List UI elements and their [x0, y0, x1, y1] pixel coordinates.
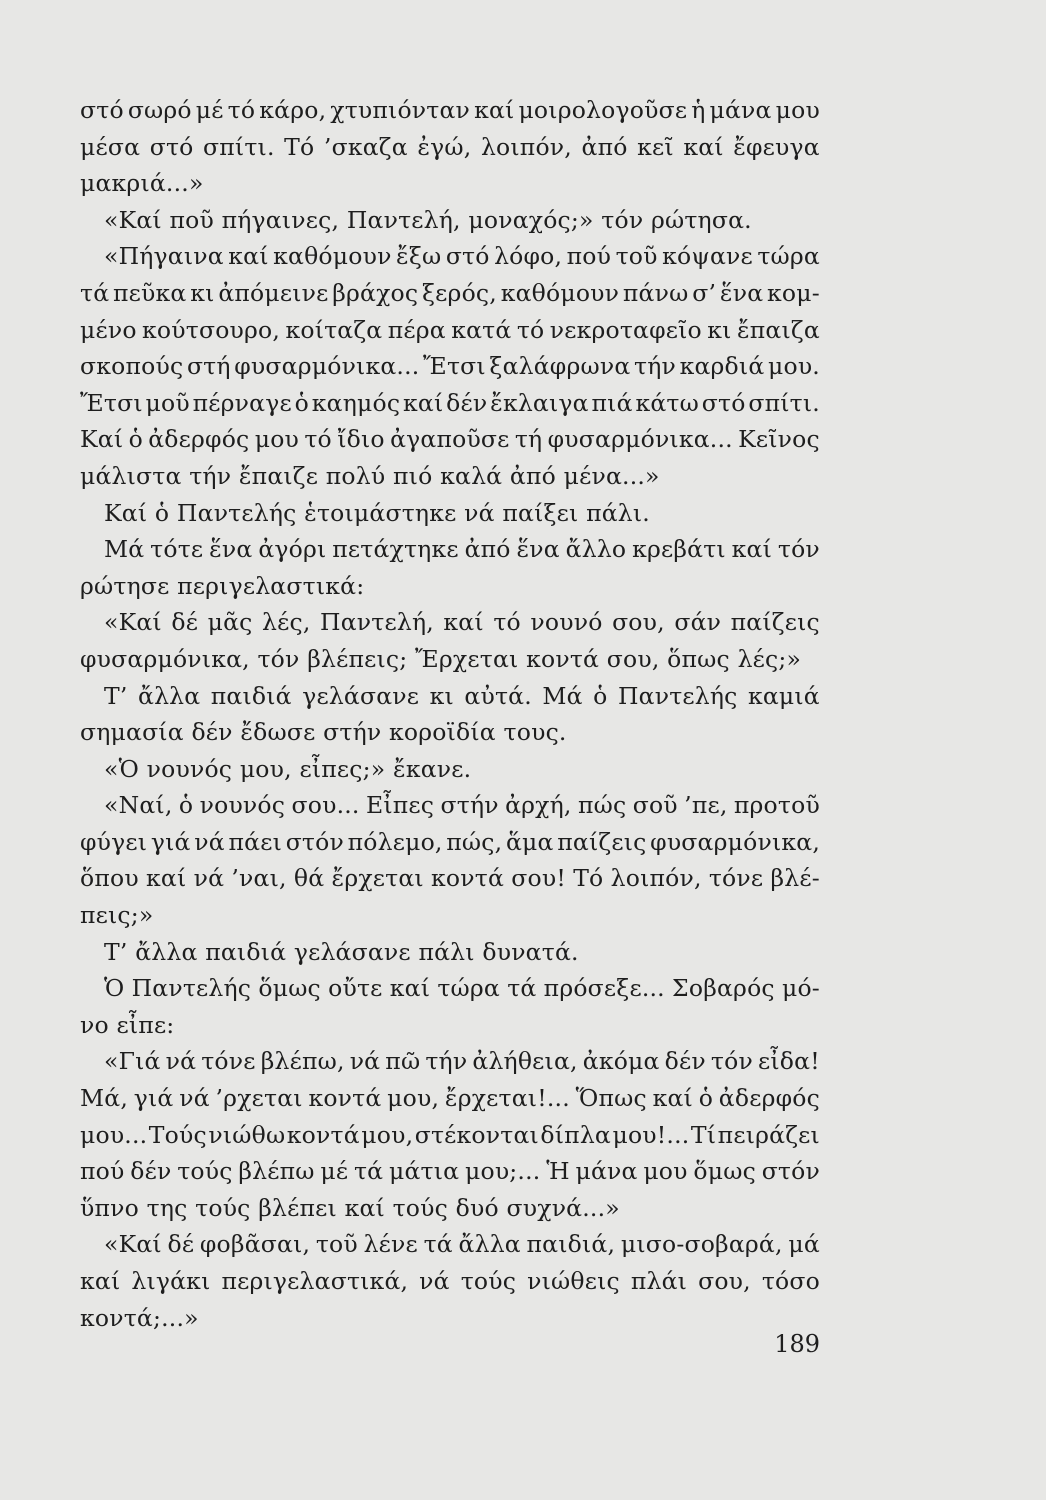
text-line: «Πήγαινα καί καθόμουν ἔξω στό λόφο, πού τοῦ κόψανε τώρα — [104, 242, 820, 271]
text-line: Καί ὁ ἀδερφός μου τό ἴδιο ἀγαποῦσε τή φυσαρμόνικα... Κεῖνος — [80, 425, 820, 454]
text-line: Μά τότε ἕνα ἀγόρι πετάχτηκε ἀπό ἕνα ἄλλο κρεβάτι καί τόν — [104, 535, 820, 564]
text-line: ὅπου καί νά ’ναι, θά ἔρχεται κοντά σου! Τό λοιπόν, τόνε βλέ- — [80, 864, 820, 893]
text-line: καί λιγάκι περιγελαστικά, νά τούς νιώθεις πλάι σου, τόσο — [80, 1267, 820, 1295]
text-line: Καί ὁ Παντελής ἑτοιμάστηκε νά παίξει πάλι. — [104, 498, 650, 527]
text-line: ρώτησε περιγελαστικά: — [80, 571, 365, 600]
text-line: μου... Τούς νιώθω κοντά μου, στέκονται δίπλα μου!... Τί πειράζει — [80, 1120, 820, 1149]
text-line: τά πεῦκα κι ἀπόμεινε βράχος ξερός, καθόμουν πάνω σ’ ἕνα κομ- — [80, 278, 820, 307]
text-line: πού δέν τούς βλέπω μέ τά μάτια μου;... Ἡ μάνα μου ὅμως στόν — [80, 1157, 820, 1186]
text-line: «Ὁ νουνός μου, εἶπες;» ἔκανε. — [104, 754, 472, 783]
page-number: 189 — [774, 1330, 820, 1358]
text-line: «Γιά νά τόνε βλέπω, νά πῶ τήν ἀλήθεια, ἀκόμα δέν τόν εἶδα! — [104, 1047, 820, 1076]
text-line: «Ναί, ὁ νουνός σου... Εἶπες στήν ἀρχή, πώς σοῦ ’πε, προτοῦ — [104, 791, 820, 820]
text-line: «Καί δέ μᾶς λές, Παντελή, καί τό νουνό σου, σάν παίζεις — [104, 608, 820, 637]
text-line: Τ’ ἄλλα παιδιά γελάσανε πάλι δυνατά. — [104, 937, 579, 966]
text-line: στό σωρό μέ τό κάρο, χτυπιόνταν καί μοιρολογοῦσε ἡ μάνα μου — [80, 96, 820, 124]
text-line: Μά, γιά νά ’ρχεται κοντά μου, ἔρχεται!... Ὅπως καί ὁ ἀδερφός — [80, 1084, 820, 1113]
text-line: «Καί ποῦ πήγαινες, Παντελή, μοναχός;» τόν ρώτησα. — [104, 205, 752, 234]
text-line: φυσαρμόνικα, τόν βλέπεις; Ἔρχεται κοντά σου, ὅπως λές;» — [80, 644, 802, 673]
text-line: κοντά;...» — [80, 1303, 199, 1332]
text-line: φύγει γιά νά πάει στόν πόλεμο, πώς, ἅμα παίζεις φυσαρμόνικα, — [80, 827, 820, 856]
text-line: νο εἶπε: — [80, 1010, 175, 1039]
text-line: μένο κούτσουρο, κοίταζα πέρα κατά τό νεκροταφεῖο κι ἔπαιζα — [80, 315, 820, 344]
text-line: μακριά...» — [80, 169, 204, 198]
text-line: ὕπνο της τούς βλέπει καί τούς δυό συχνά...» — [80, 1193, 620, 1222]
text-line: μέσα στό σπίτι. Τό ’σκαζα ἐγώ, λοιπόν, ἀπό κεῖ καί ἔφευγα — [80, 132, 820, 161]
text-line: Ὁ Παντελής ὅμως οὔτε καί τώρα τά πρόσεξε... Σοβαρός μό- — [104, 974, 820, 1003]
text-line: Τ’ ἄλλα παιδιά γελάσανε κι αὐτά. Μά ὁ Παντελής καμιά — [104, 681, 820, 710]
text-line: σημασία δέν ἔδωσε στήν κοροϊδία τους. — [80, 718, 567, 747]
text-line: «Καί δέ φοβᾶσαι, τοῦ λένε τά ἄλλα παιδιά, μισο-σοβαρά, μά — [104, 1230, 820, 1259]
text-line: μάλιστα τήν ἔπαιζε πολύ πιό καλά ἀπό μένα...» — [80, 461, 660, 490]
text-line: πεις;» — [80, 901, 154, 930]
text-line: Ἔτσι μοῦ πέρναγε ὁ καημός καί δέν ἔκλαιγα πιά κάτω στό σπίτι. — [80, 388, 820, 417]
text-line: σκοπούς στή φυσαρμόνικα... Ἔτσι ξαλάφρωνα τήν καρδιά μου. — [80, 352, 820, 381]
body-text — [80, 92, 820, 1336]
